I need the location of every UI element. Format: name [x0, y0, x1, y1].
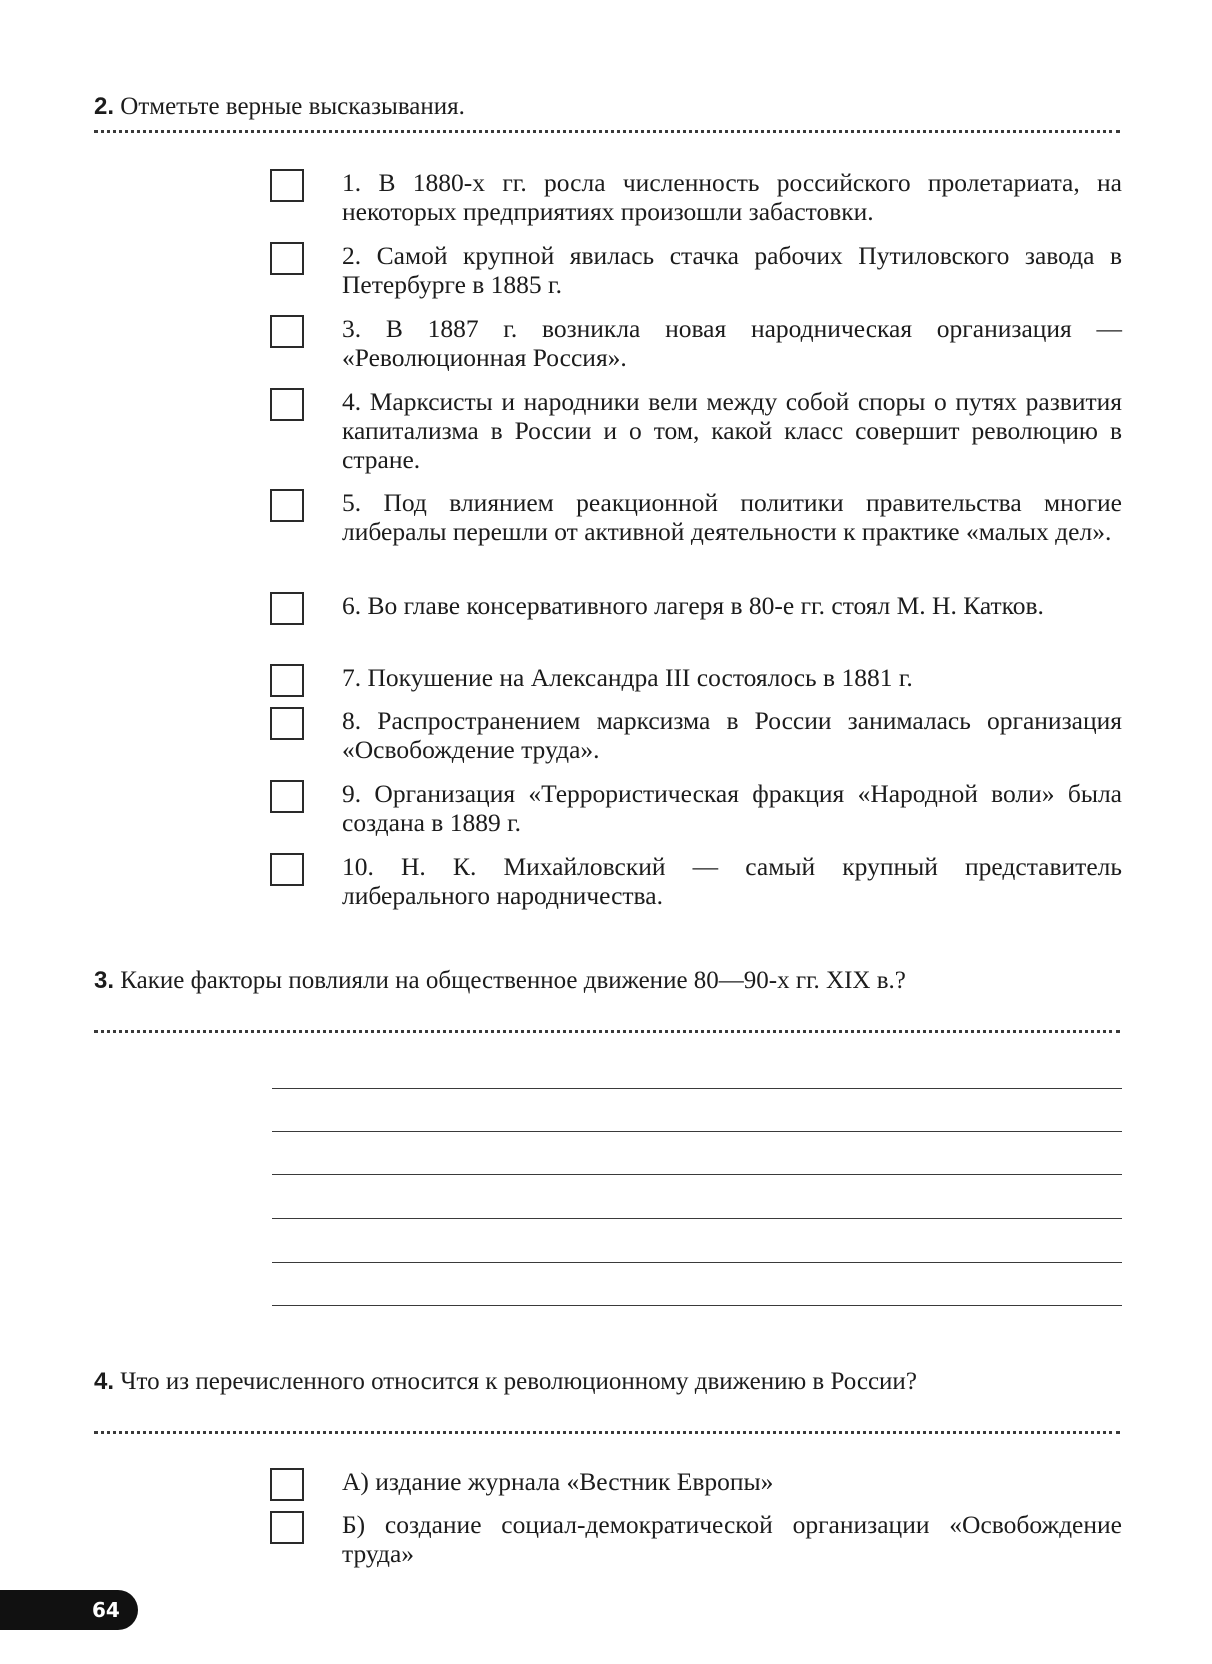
- task-4-dotted-rule: [94, 1431, 1120, 1434]
- task-2-item-1-text: 1. В 1880-х гг. росла численность российского пролетариата, на некоторых предприятиях произошли забастовки.: [342, 168, 1122, 226]
- task-2-item-4-text: 4. Марксисты и народники вели между собой споры о путях развития капитализма в России и о том, какой класс совершит революцию в стране.: [342, 387, 1122, 474]
- answer-line[interactable]: [272, 1218, 1122, 1219]
- page-number-badge: [0, 1590, 138, 1630]
- task-3-dotted-rule: [94, 1030, 1120, 1033]
- answer-line[interactable]: [272, 1305, 1122, 1306]
- task-2-checkbox-1[interactable]: [270, 169, 304, 202]
- answer-line[interactable]: [272, 1174, 1122, 1175]
- task-2-checkbox-4[interactable]: [270, 388, 304, 421]
- task-2-checkbox-2[interactable]: [270, 242, 304, 275]
- task-2-checkbox-8[interactable]: [270, 707, 304, 740]
- task-2-checkbox-5[interactable]: [270, 489, 304, 522]
- task-2-checkbox-10[interactable]: [270, 853, 304, 886]
- answer-line[interactable]: [272, 1262, 1122, 1263]
- task-2-item-7-text: 7. Покушение на Александра III состоялось в 1881 г.: [342, 663, 913, 692]
- task-2-item-8-text: 8. Распространением марксизма в России занималась организация «Освобождение труда».: [342, 706, 1122, 764]
- task-3-prompt: Какие факторы повлияли на общественное движение 80—90-х гг. XIX в.?: [120, 967, 906, 994]
- task-4-heading: [94, 1367, 944, 1396]
- task-3-heading: [94, 966, 944, 995]
- task-3-number: 3.: [94, 967, 115, 994]
- task-2-item-3-text: 3. В 1887 г. возникла новая народническая организация — «Революционная Россия».: [342, 314, 1122, 372]
- task-2-checkbox-7[interactable]: [270, 664, 304, 697]
- answer-line[interactable]: [272, 1088, 1122, 1089]
- task-4-prompt: Что из перечисленного относится к революционному движению в России?: [120, 1368, 917, 1395]
- task-4-number: 4.: [94, 1368, 115, 1395]
- task-2-dotted-rule: [94, 130, 1120, 133]
- page-number: 64: [92, 1598, 120, 1622]
- task-2-item-10-text: 10. Н. К. Михайловский — самый крупный представитель либерального народничества.: [342, 852, 1122, 910]
- answer-line[interactable]: [272, 1131, 1122, 1132]
- task-2-item-9-text: 9. Организация «Террористическая фракция «Народной воли» была создана в 1889 г.: [342, 779, 1122, 837]
- task-2-heading: [94, 92, 954, 121]
- task-2-item-2-text: 2. Самой крупной явилась стачка рабочих Путиловского завода в Петербурге в 1885 г.: [342, 241, 1122, 299]
- task-4-checkbox-b[interactable]: [270, 1511, 304, 1544]
- task-4-option-b-text: Б) создание социал-демократической организации «Освобождение труда»: [342, 1510, 1122, 1568]
- task-4-option-a-text: А) издание журнала «Вестник Европы»: [342, 1467, 774, 1496]
- task-2-checkbox-9[interactable]: [270, 780, 304, 813]
- task-2-checkbox-6[interactable]: [270, 592, 304, 625]
- task-2-item-6-text: 6. Во главе консервативного лагеря в 80-е гг. стоял М. Н. Катков.: [342, 591, 1044, 620]
- task-2-checkbox-3[interactable]: [270, 315, 304, 348]
- task-2-item-5-text: 5. Под влиянием реакционной политики правительства многие либералы перешли от активной деятельности к практике «малых дел».: [342, 488, 1122, 546]
- task-2-prompt: Отметьте верные высказывания.: [120, 93, 465, 120]
- task-4-checkbox-a[interactable]: [270, 1468, 304, 1501]
- task-2-number: 2.: [94, 93, 115, 120]
